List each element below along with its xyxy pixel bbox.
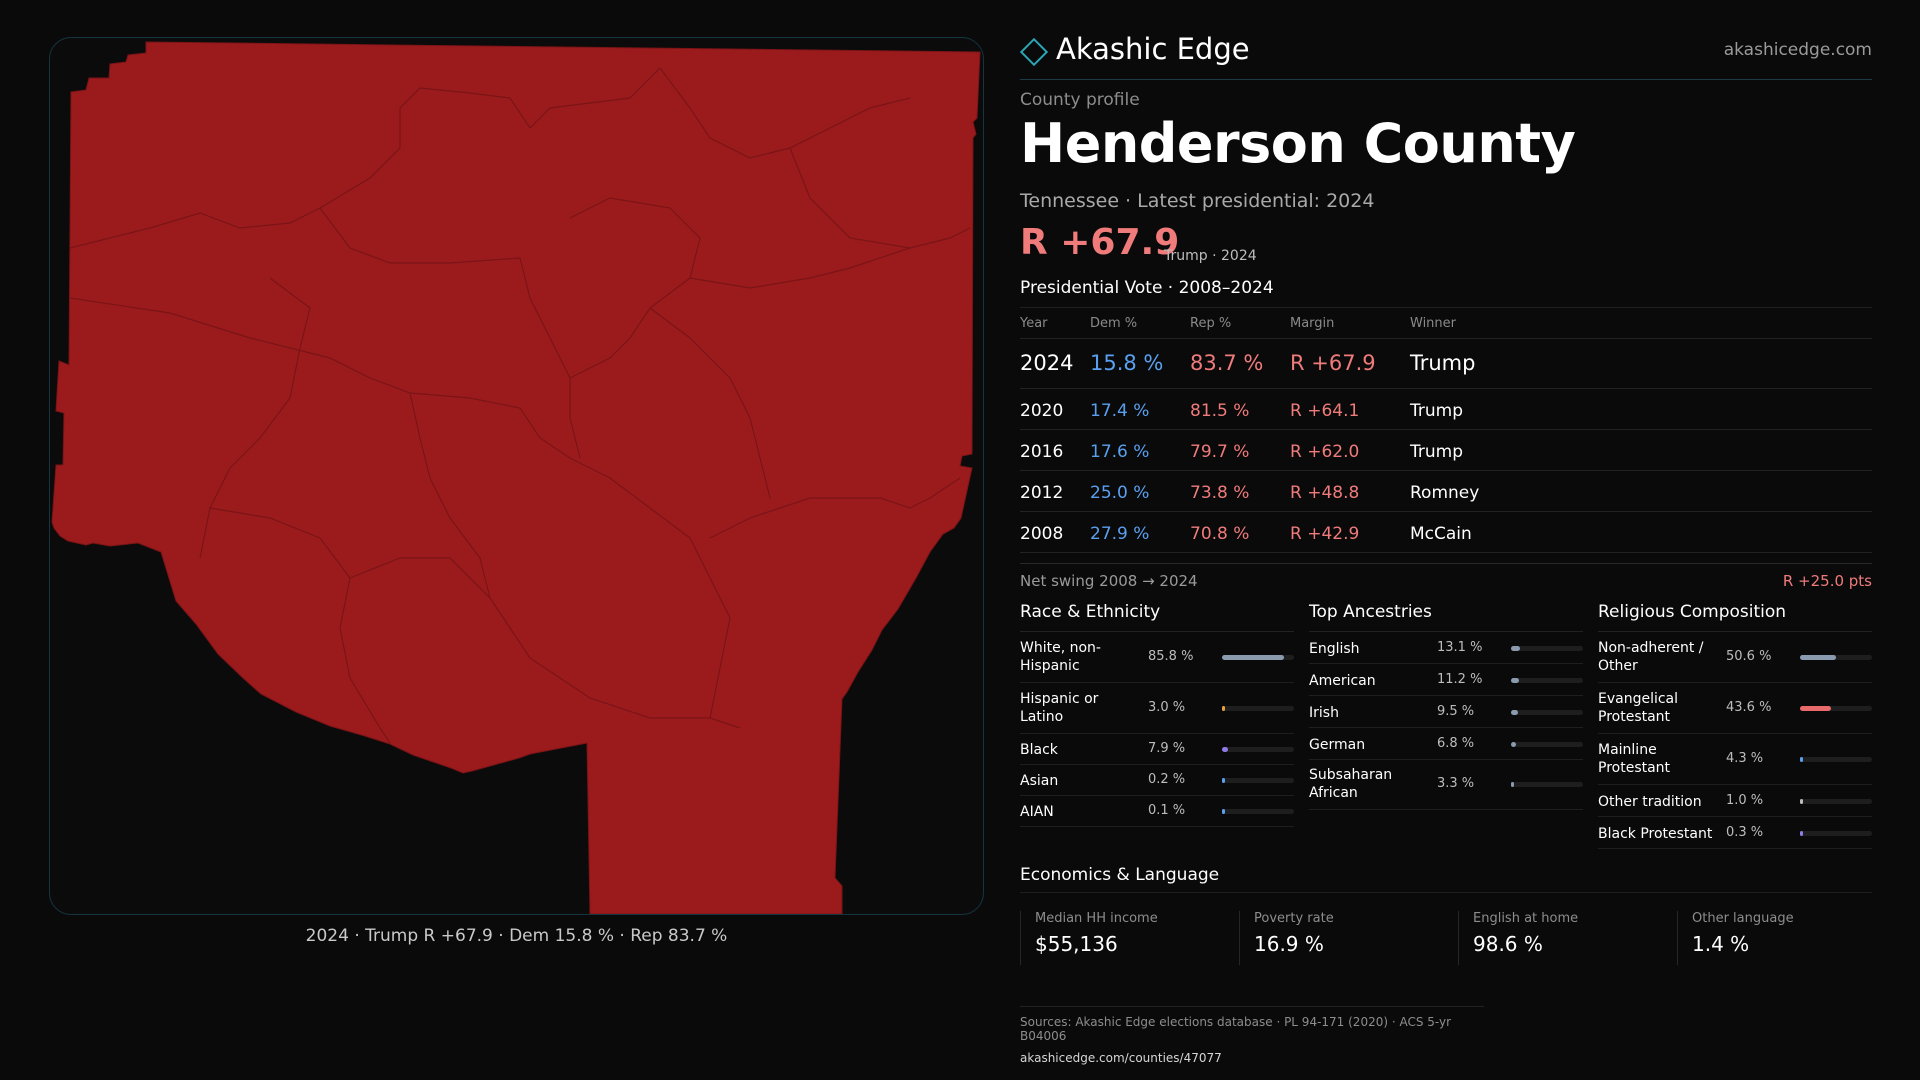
list-item	[1309, 760, 1583, 810]
cell-margin: R +67.9	[1290, 351, 1376, 375]
race-bar-fill	[1222, 706, 1225, 711]
ancestry-value: 13.1 %	[1437, 640, 1483, 655]
cell-winner: McCain	[1410, 524, 1472, 544]
ancestry-section	[1309, 602, 1583, 810]
stat-card	[1458, 911, 1578, 965]
col-rep: Rep %	[1190, 316, 1232, 331]
race-bar-fill	[1222, 778, 1225, 783]
religion-bar-track	[1800, 799, 1872, 804]
ancestry-value: 6.8 %	[1437, 736, 1475, 751]
race-bar-fill	[1222, 747, 1228, 752]
table-row	[1020, 512, 1872, 553]
ancestry-bar-fill	[1511, 710, 1518, 715]
race-label: Asian	[1020, 773, 1059, 789]
stat-label: English at home	[1473, 911, 1579, 926]
religion-bar-fill	[1800, 655, 1836, 660]
religion-bar-fill	[1800, 706, 1831, 711]
religion-bar-track	[1800, 706, 1872, 711]
race-bar-fill	[1222, 809, 1225, 814]
ancestry-bar-fill	[1511, 646, 1520, 651]
col-margin: Margin	[1290, 316, 1335, 331]
race-label: AIAN	[1020, 804, 1054, 820]
race-label: Black	[1020, 742, 1058, 758]
ancestry-bar-fill	[1511, 782, 1514, 787]
list-item	[1309, 728, 1583, 760]
ancestry-bar-fill	[1511, 678, 1519, 683]
race-bar-track	[1222, 778, 1294, 783]
ancestry-label: German	[1309, 737, 1366, 753]
stat-label: Median HH income	[1035, 911, 1158, 926]
cell-dem: 15.8 %	[1090, 351, 1164, 375]
race-label: White, non-Hispanic	[1020, 640, 1101, 674]
religion-value: 43.6 %	[1726, 700, 1772, 715]
table-row	[1020, 471, 1872, 512]
economics-title: Economics & Language	[1020, 865, 1220, 885]
religion-section	[1598, 602, 1872, 849]
race-value: 3.0 %	[1148, 700, 1186, 715]
stat-card	[1239, 911, 1334, 965]
religion-label: Black Protestant	[1598, 826, 1713, 842]
religion-bar-fill	[1800, 831, 1803, 836]
list-item	[1020, 796, 1294, 827]
list-item	[1598, 734, 1872, 785]
col-dem: Dem %	[1090, 316, 1138, 331]
ancestry-label: Subsaharan African	[1309, 767, 1393, 801]
religion-value: 1.0 %	[1726, 793, 1764, 808]
ancestry-label: American	[1309, 673, 1376, 689]
list-item	[1598, 683, 1872, 734]
religion-value: 50.6 %	[1726, 649, 1772, 664]
page-subtitle: Tennessee · Latest presidential: 2024	[1020, 190, 1375, 212]
ancestry-label: English	[1309, 641, 1360, 657]
brand-name[interactable]: Akashic Edge	[1056, 32, 1250, 66]
religion-bar-track	[1800, 655, 1872, 660]
net-swing-value: R +25.0 pts	[1782, 572, 1872, 590]
stat-card	[1677, 911, 1794, 965]
list-item	[1020, 683, 1294, 734]
cell-margin: R +42.9	[1290, 524, 1360, 544]
cell-margin: R +48.8	[1290, 483, 1360, 503]
stat-value: 98.6 %	[1473, 932, 1543, 956]
religion-label: Evangelical Protestant	[1598, 691, 1679, 725]
cell-rep: 73.8 %	[1190, 483, 1250, 503]
cell-dem: 25.0 %	[1090, 483, 1150, 503]
col-year: Year	[1020, 316, 1048, 331]
cell-margin: R +62.0	[1290, 442, 1360, 462]
list-item	[1309, 664, 1583, 696]
col-winner: Winner	[1410, 316, 1457, 331]
religion-value: 4.3 %	[1726, 751, 1764, 766]
table-row	[1020, 430, 1872, 471]
brand-header	[1020, 30, 1872, 80]
race-ethnicity-section	[1020, 602, 1294, 827]
profile-eyebrow: County profile	[1020, 90, 1140, 110]
profile-panel	[1020, 0, 1872, 1080]
stat-label: Other language	[1692, 911, 1794, 926]
ancestry-bar-track	[1511, 710, 1583, 715]
vote-table-header	[1020, 308, 1872, 339]
cell-year: 2016	[1020, 442, 1064, 462]
cell-dem: 27.9 %	[1090, 524, 1150, 544]
list-item	[1020, 632, 1294, 683]
stat-label: Poverty rate	[1254, 911, 1334, 926]
cell-winner: Romney	[1410, 483, 1480, 503]
list-item	[1598, 632, 1872, 683]
ancestry-title: Top Ancestries	[1309, 602, 1583, 632]
list-item	[1020, 765, 1294, 796]
stat-value: 16.9 %	[1254, 932, 1324, 956]
race-value: 7.9 %	[1148, 741, 1186, 756]
religion-label: Other tradition	[1598, 794, 1702, 810]
race-bar-track	[1222, 809, 1294, 814]
latest-margin: R +67.9	[1020, 222, 1180, 263]
cell-margin: R +64.1	[1290, 401, 1360, 421]
list-item	[1020, 734, 1294, 765]
stat-value: $55,136	[1035, 932, 1118, 956]
list-item	[1598, 817, 1872, 849]
cell-rep: 81.5 %	[1190, 401, 1250, 421]
ancestry-label: Irish	[1309, 705, 1339, 721]
religion-bar-track	[1800, 831, 1872, 836]
race-value: 0.2 %	[1148, 772, 1186, 787]
religion-bar-fill	[1800, 799, 1803, 804]
cell-rep: 79.7 %	[1190, 442, 1250, 462]
cell-dem: 17.4 %	[1090, 401, 1150, 421]
race-bar-track	[1222, 747, 1294, 752]
race-value: 0.1 %	[1148, 803, 1186, 818]
cell-winner: Trump	[1410, 442, 1464, 462]
race-value: 85.8 %	[1148, 649, 1194, 664]
list-item	[1309, 632, 1583, 664]
net-swing	[1020, 563, 1872, 589]
net-swing-label: Net swing 2008 → 2024	[1020, 572, 1198, 590]
ancestry-bar-fill	[1511, 742, 1516, 747]
cell-year: 2024	[1020, 351, 1074, 375]
stat-value: 1.4 %	[1692, 932, 1750, 956]
cell-rep: 70.8 %	[1190, 524, 1250, 544]
cell-year: 2008	[1020, 524, 1064, 544]
religion-bar-track	[1800, 757, 1872, 762]
vote-section-title: Presidential Vote · 2008–2024	[1020, 278, 1274, 298]
ancestry-bar-track	[1511, 678, 1583, 683]
sources-footer	[1020, 1006, 1484, 1065]
ancestry-bar-track	[1511, 782, 1583, 787]
religion-title: Religious Composition	[1598, 602, 1872, 632]
county-shape[interactable]	[52, 42, 980, 914]
religion-label: Mainline Protestant	[1598, 742, 1671, 776]
religion-value: 0.3 %	[1726, 825, 1764, 840]
brand-site-link[interactable]: akashicedge.com	[1723, 40, 1872, 60]
cell-winner: Trump	[1410, 351, 1476, 375]
ancestry-value: 9.5 %	[1437, 704, 1475, 719]
race-label: Hispanic or Latino	[1020, 691, 1099, 725]
ancestry-value: 3.3 %	[1437, 776, 1475, 791]
page-title: Henderson County	[1020, 112, 1576, 175]
race-bar-fill	[1222, 655, 1284, 660]
ancestry-bar-track	[1511, 742, 1583, 747]
table-row	[1020, 389, 1872, 430]
cell-dem: 17.6 %	[1090, 442, 1150, 462]
map-caption: 2024 · Trump R +67.9 · Dem 15.8 % · Rep 83.7 %	[305, 926, 728, 946]
stat-card	[1020, 911, 1158, 965]
cell-winner: Trump	[1410, 401, 1464, 421]
sources-text: Sources: Akashic Edge elections database · PL 94-171 (2020) · ACS 5-yr B04006	[1020, 1015, 1452, 1043]
vote-table	[1020, 307, 1872, 553]
cell-year: 2020	[1020, 401, 1064, 421]
cell-year: 2012	[1020, 483, 1064, 503]
county-url-link[interactable]: akashicedge.com/counties/47077	[1020, 1051, 1222, 1065]
list-item	[1598, 785, 1872, 817]
table-row	[1020, 339, 1872, 389]
race-bar-track	[1222, 655, 1294, 660]
religion-label: Non-adherent / Other	[1598, 640, 1704, 674]
ancestry-bar-track	[1511, 646, 1583, 651]
county-map-panel[interactable]	[49, 37, 984, 915]
economics-cards	[1020, 892, 1872, 972]
race-bar-track	[1222, 706, 1294, 711]
diamond-outline-icon	[1020, 38, 1048, 66]
ancestry-value: 11.2 %	[1437, 672, 1483, 687]
list-item	[1309, 696, 1583, 728]
county-map[interactable]	[50, 38, 984, 915]
cell-rep: 83.7 %	[1190, 351, 1264, 375]
latest-margin-note: Trump · 2024	[1164, 248, 1257, 264]
religion-bar-fill	[1800, 757, 1803, 762]
race-title: Race & Ethnicity	[1020, 602, 1294, 632]
